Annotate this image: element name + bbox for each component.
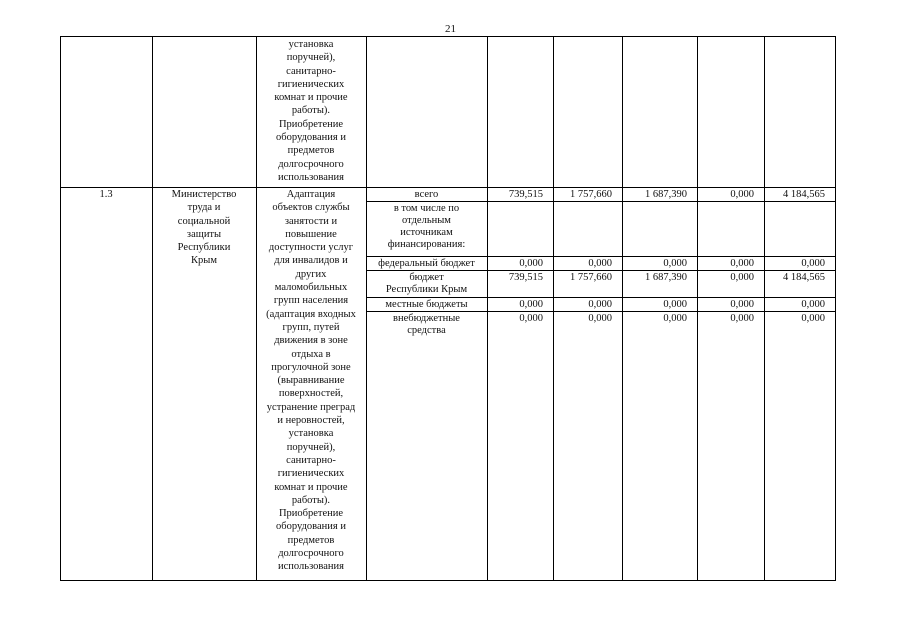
table-row-border bbox=[366, 201, 836, 202]
funding-value: 0,000 bbox=[519, 258, 543, 269]
text-line: (выравнивание bbox=[277, 375, 345, 387]
funding-value: 0,000 bbox=[801, 258, 825, 269]
table-column-border bbox=[60, 36, 61, 581]
funding-value: 1 687,390 bbox=[645, 272, 687, 283]
text-line: Приобретение bbox=[278, 118, 344, 130]
text-line: Республики bbox=[177, 242, 231, 254]
executor-text bbox=[152, 188, 256, 268]
text-line: устранение преград bbox=[266, 401, 356, 413]
table-row-border bbox=[366, 297, 836, 298]
table-row-border bbox=[60, 36, 836, 37]
text-line: движения в зоне bbox=[274, 335, 348, 347]
text-line: Министерство bbox=[171, 189, 237, 200]
funding-value: 739,515 bbox=[508, 189, 543, 200]
text-line: работы). bbox=[291, 494, 331, 506]
text-line: занятости и bbox=[284, 215, 338, 227]
text-line: поручней), bbox=[286, 441, 336, 453]
funding-value: 0,000 bbox=[801, 313, 825, 324]
text-line: и неровностей, bbox=[277, 415, 345, 427]
text-line: доступности услуг bbox=[268, 242, 354, 254]
funding-value: 1 757,660 bbox=[570, 272, 612, 283]
text-line: использования bbox=[278, 171, 344, 183]
text-line: Республики Крым bbox=[385, 284, 468, 295]
text-line: финансирования: bbox=[387, 239, 466, 250]
funding-value: 0,000 bbox=[730, 299, 754, 310]
funding-value: 739,515 bbox=[508, 272, 543, 283]
text-line: Приобретение bbox=[278, 508, 344, 520]
text-line: объектов службы bbox=[272, 202, 350, 214]
text-line: внебюджетные bbox=[393, 313, 460, 324]
text-line: групп населения bbox=[273, 295, 349, 307]
funding-value: 0,000 bbox=[588, 313, 612, 324]
text-line: источникам bbox=[400, 227, 453, 238]
text-line: Адаптация bbox=[286, 189, 336, 200]
text-line: использования bbox=[278, 561, 344, 573]
text-line: для инвалидов и bbox=[274, 255, 348, 267]
funding-value: 1 757,660 bbox=[570, 189, 612, 200]
text-line: социальной bbox=[177, 215, 231, 227]
table-column-border bbox=[152, 36, 153, 581]
funding-value: 0,000 bbox=[730, 189, 754, 200]
text-line: в том числе по bbox=[393, 203, 460, 214]
text-line: оборудования и bbox=[276, 521, 346, 533]
text-line: маломобильных bbox=[274, 282, 348, 294]
text-line: санитарно- bbox=[286, 454, 336, 466]
funding-value: 0,000 bbox=[730, 313, 754, 324]
text-line: комнат и прочие bbox=[274, 92, 348, 104]
table-row-border bbox=[60, 580, 836, 581]
funding-value: 4 184,565 bbox=[783, 272, 825, 283]
text-line: федеральный бюджет bbox=[378, 258, 475, 269]
text-line: всего bbox=[414, 189, 439, 200]
text-line: поручней), bbox=[286, 52, 336, 64]
funding-value: 0,000 bbox=[730, 272, 754, 283]
table-column-border bbox=[835, 36, 836, 581]
funding-source-label bbox=[366, 299, 487, 311]
funding-value: 1 687,390 bbox=[645, 189, 687, 200]
text-line: повышение bbox=[285, 228, 337, 240]
text-line: установка bbox=[288, 39, 334, 50]
text-line: других bbox=[295, 268, 327, 280]
text-line: установка bbox=[288, 428, 334, 440]
funding-source-label bbox=[366, 272, 487, 296]
text-line: гигиенических bbox=[277, 468, 345, 480]
funding-value: 0,000 bbox=[663, 313, 687, 324]
funding-source-label bbox=[366, 189, 487, 201]
text-line: долгосрочного bbox=[278, 548, 344, 560]
text-line: (адаптация входных bbox=[266, 308, 356, 320]
text-line: защиты bbox=[186, 228, 222, 240]
text-line: отдельным bbox=[402, 215, 451, 226]
measure-text bbox=[256, 188, 366, 574]
text-line: работы). bbox=[291, 105, 331, 117]
continuation-measure-text bbox=[256, 38, 366, 184]
text-line: комнат и прочие bbox=[274, 481, 348, 493]
text-line: средства bbox=[407, 325, 446, 336]
table-row-border bbox=[366, 311, 836, 312]
funding-source-label bbox=[366, 203, 487, 251]
text-line: труда и bbox=[187, 202, 221, 214]
funding-value: 0,000 bbox=[663, 299, 687, 310]
funding-source-label bbox=[366, 313, 487, 337]
funding-value: 0,000 bbox=[801, 299, 825, 310]
table-row-border bbox=[366, 270, 836, 271]
table-row-border bbox=[366, 256, 836, 257]
text-line: поверхностей, bbox=[278, 388, 344, 400]
text-line: Крым bbox=[191, 255, 217, 267]
page-number: 21 bbox=[445, 23, 456, 35]
funding-value: 0,000 bbox=[730, 258, 754, 269]
text-line: прогулочной зоне bbox=[271, 361, 351, 373]
funding-value: 0,000 bbox=[519, 299, 543, 310]
text-line: местные бюджеты bbox=[385, 299, 468, 310]
funding-value: 4 184,565 bbox=[783, 189, 825, 200]
funding-value: 0,000 bbox=[663, 258, 687, 269]
text-line: долгосрочного bbox=[278, 158, 344, 170]
text-line: групп, путей bbox=[282, 321, 340, 333]
text-line: бюджет bbox=[409, 272, 444, 283]
text-line: оборудования и bbox=[276, 132, 346, 144]
funding-value: 0,000 bbox=[588, 299, 612, 310]
text-line: отдыха в bbox=[291, 348, 331, 360]
funding-source-label bbox=[366, 258, 487, 270]
text-line: предметов bbox=[287, 145, 335, 157]
text-line: гигиенических bbox=[277, 78, 345, 90]
text-line: санитарно- bbox=[286, 65, 336, 77]
text-line: предметов bbox=[287, 534, 335, 546]
funding-value: 0,000 bbox=[519, 313, 543, 324]
funding-value: 0,000 bbox=[588, 258, 612, 269]
row-number: 1.3 bbox=[99, 189, 113, 200]
